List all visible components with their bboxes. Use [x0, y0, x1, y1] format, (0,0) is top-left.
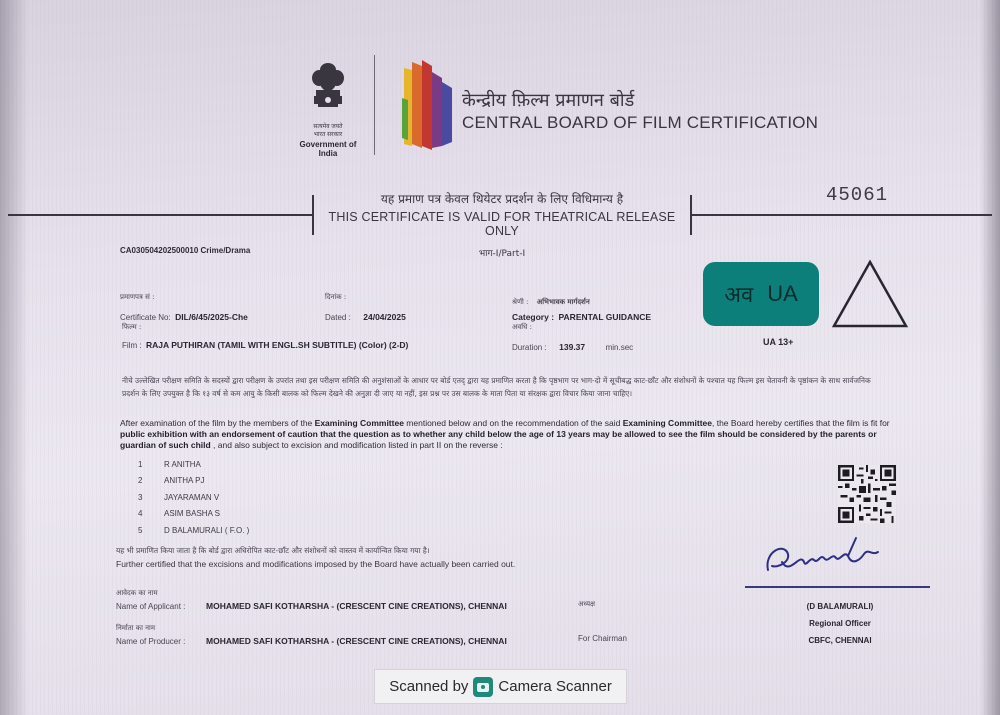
film-label-hindi: फिल्म :	[122, 323, 142, 331]
member-name: ASIM BASHA S	[164, 509, 221, 519]
ashoka-emblem-icon	[308, 60, 348, 118]
duration-row	[512, 337, 633, 355]
cert-no-label: Certificate No:	[120, 313, 171, 322]
member-name: JAYARAMAN V	[164, 492, 220, 502]
producer-name: MOHAMED SAFI KOTHARSHA - (CRESCENT CINE CREATIONS), CHENNAI	[206, 636, 507, 646]
banner-bracket-left	[312, 195, 314, 235]
emblem-motto: सत्यमेव जयते	[313, 124, 343, 130]
rating-symbol	[703, 262, 819, 326]
further-certified: Further certified that the excisions and modifications imposed by the Board have actually been carried out.	[116, 559, 516, 569]
member-name: D BALAMURALI ( F.O. )	[164, 525, 250, 535]
reference-number: CA030504202500010 Crime/Drama	[120, 246, 251, 255]
date-row	[325, 307, 406, 325]
camera-scanner-icon	[473, 677, 493, 697]
duration-unit: min.sec	[605, 343, 634, 352]
producer-label-hindi: निर्माता का नाम	[116, 624, 156, 632]
triangle-icon	[830, 258, 910, 330]
validity-english: THIS CERTIFICATE IS VALID FOR THEATRICAL RELEASE ONLY	[328, 210, 676, 238]
duration-value: 139.37	[559, 342, 586, 352]
page-shadow-right	[980, 0, 1000, 715]
qr-code-icon	[838, 465, 896, 523]
signature-icon	[760, 532, 890, 582]
officer-office: CBFC, CHENNAI	[808, 636, 872, 645]
board-name: CENTRAL BOARD OF FILM CERTIFICATION	[462, 113, 819, 132]
list-item	[138, 456, 249, 473]
member-name: R ANITHA	[164, 459, 201, 469]
signing-officer	[760, 598, 920, 649]
certification-text-hindi: नीचे उल्लेखित परीक्षण समिति के सदस्यों द्वारा परीक्षण के उपरांत तथा इस परीक्षण समिति की अनुशंसाओं के आधार पर बोर्ड एतद् द्वारा यह प्रमाणित करता है कि पृष्ठभाग पर भाग-दो में सूचीबद्ध काट-छाँट और संशोधनों के पश्चात यह फिल्म इस चेतावनी के पृष्ठांकन के साथ सार्वजनिक प्रदर्शन के लिए उपयुक्त है कि १३ वर्ष से कम आयु के किसी बालक को फिल्म देखने की अनुज्ञा दी जाए या नहीं, इस प्रश्न पर उस बालक के माता पिता या संरक्षक द्वारा विचार किया जाना चाहिए।	[122, 376, 871, 398]
validity-notice	[316, 190, 688, 259]
body-bold-segment: Examining Committee	[314, 418, 404, 428]
duration-label: Duration :	[512, 343, 547, 352]
body-segment: , the Board hereby certifies that the film is fit for	[712, 418, 890, 428]
national-emblem	[292, 60, 364, 158]
member-number: 1	[138, 459, 143, 469]
cbfc-logo-icon	[400, 58, 458, 152]
member-number: 2	[138, 476, 143, 486]
header-divider	[374, 55, 375, 155]
applicant-label: Name of Applicant :	[116, 602, 186, 611]
applicant-name: MOHAMED SAFI KOTHARSHA - (CRESCENT CINE CREATIONS), CHENNAI	[206, 601, 507, 611]
date-label-hindi: दिनांक :	[325, 293, 347, 301]
list-item	[138, 506, 249, 523]
signature-line	[745, 586, 930, 588]
for-chairman: For Chairman	[578, 634, 627, 643]
chairman-hindi: अध्यक्ष	[578, 600, 596, 608]
date-label: Dated :	[325, 313, 351, 322]
category-row	[512, 307, 651, 325]
category-label: Category :	[512, 312, 555, 322]
body-segment: mentioned below and on the recommendation of the said	[403, 418, 623, 428]
scanner-watermark	[374, 669, 627, 704]
member-number: 4	[138, 509, 143, 519]
banner-line-left	[8, 214, 312, 216]
member-name: ANITHA PJ	[164, 476, 205, 486]
film-title: RAJA PUTHIRAN (TAMIL WITH ENGL.SH SUBTITLE) (Color) (2-D)	[146, 340, 409, 350]
further-certified-hindi: यह भी प्रमाणित किया जाता है कि बोर्ड द्वारा अधिरोपित काट-छाँट और संशोधनों को वास्तव में कार्यान्वित किया गया है।	[116, 546, 430, 555]
list-item	[138, 522, 249, 539]
cert-no-value: DIL/6/45/2025-Che	[175, 312, 248, 322]
body-segment: After examination of the film by the members of the	[120, 418, 315, 428]
banner-line-right	[692, 214, 992, 216]
certificate-serial: 45061	[826, 184, 889, 206]
list-item	[138, 489, 249, 506]
film-label: Film :	[122, 341, 142, 350]
producer-label: Name of Producer :	[116, 637, 186, 646]
emblem-caption: Government of India	[299, 140, 357, 158]
body-segment: , and also subject to excision and modification listed in part II on the reverse :	[210, 440, 503, 450]
member-number: 5	[138, 525, 143, 535]
part-label: भाग-I/Part-I	[478, 249, 526, 259]
officer-title: Regional Officer	[809, 619, 871, 628]
body-bold-segment: Examining Committee	[622, 418, 712, 428]
emblem-hindi: भारत सरकार	[313, 132, 343, 138]
body-bold-segment: public exhibition with an endorsement of caution that the question as to whether any child below the age of 13 years may be allowed to see the film should be considered by the parents or guardian of such child	[120, 429, 877, 450]
member-number: 3	[138, 492, 143, 502]
officer-name: (D BALAMURALI)	[806, 602, 874, 611]
category-value: PARENTAL GUIDANCE	[558, 312, 652, 322]
film-row	[122, 335, 408, 353]
rating-hindi: अव	[724, 283, 754, 308]
scanner-app-name: Camera Scanner	[498, 678, 612, 695]
list-item	[138, 473, 249, 490]
applicant-label-hindi: आवेदक का नाम	[116, 589, 158, 597]
validity-hindi: यह प्रमाण पत्र केवल थियेटर प्रदर्शन के लिए विधिमान्य है	[380, 192, 624, 206]
cert-no-label-hindi: प्रमाणपत्र सं :	[120, 293, 155, 301]
category-value-hindi: अभिभावक मार्गदर्शन	[536, 298, 590, 306]
page-shadow-left	[0, 0, 28, 715]
scanned-by-label: Scanned by	[389, 678, 469, 695]
board-name-hindi: केन्द्रीय फ़िल्म प्रमाणन बोर्ड	[462, 90, 635, 111]
committee-list	[138, 456, 249, 539]
category-label-hindi: श्रेणी :	[512, 298, 529, 306]
date-value: 24/04/2025	[363, 312, 406, 322]
certification-text	[120, 418, 890, 451]
rating-label: UA 13+	[763, 337, 794, 347]
rating-code: UA	[767, 281, 798, 306]
duration-label-hindi: अवधि :	[512, 323, 532, 331]
